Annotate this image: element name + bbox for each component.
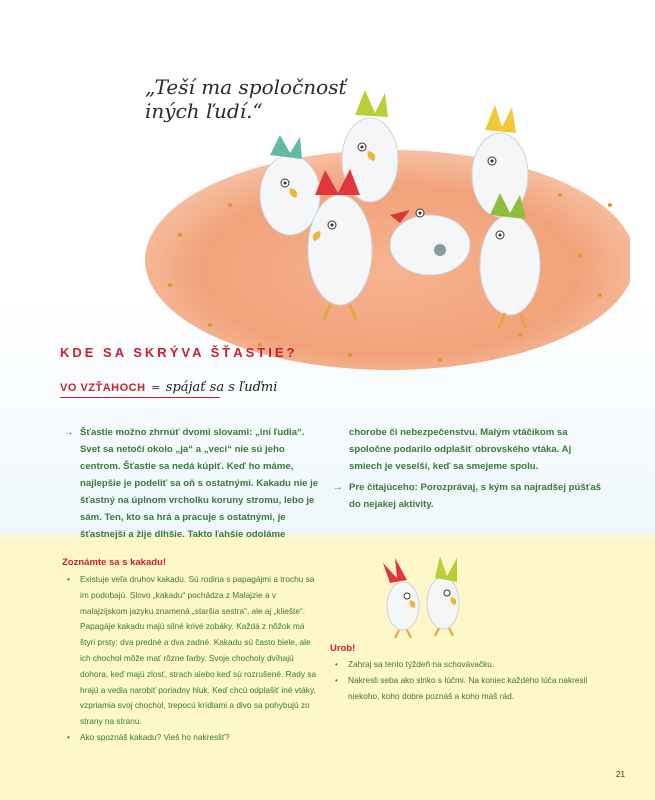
bullet-icon: • (67, 731, 70, 742)
small-bird-left (383, 558, 419, 638)
list-item (330, 673, 600, 705)
list-item-text: Zahraj sa tento týždeň na schovávačku. (348, 659, 495, 669)
list-item (62, 572, 317, 730)
section-tag: VO VZŤAHOCH (60, 382, 146, 394)
list-item-text: Ako spoznáš kakadu? Vieš ho nakresliť? (80, 731, 230, 742)
list-item-text: Existuje veľa druhov kakadu. Sú rodina s papagájmi a trochu sa im podobajú. Slovo „kakadu“ pochádza z Malajzie a v malajzijskom jazyku znamená „staršia sestra“, ale aj „kliešte“. Papagáje kakadu majú silné krivé zobáky. Každá z nôžok má štyri prsty: dva predné a dva zadné. Kakadu sú často biele, ale ich chochol môže mať rôzne farby. Svoje chocholy dvíhajú dohora, keď majú zlosť, strach alebo keď sú rozrušené. Rady sa hrajú a vedia narobiť poriadny hluk. Keď chcú odplašiť iné vtáky, vzpriamia svoj chochol, trepocú krídlami a divo sa pohybujú zo strany na stranu. (80, 574, 317, 727)
quote-line-1: „Teší ma spoločnosť (145, 75, 347, 99)
list-item-text: Nakresli seba ako slnko s lúčmi. Na koniec každého lúča nakresli niekoho, koho dobre poznáš a koho máš rád. (348, 674, 588, 701)
body-column-2 (333, 424, 603, 517)
section-underline (60, 397, 220, 398)
arrow-icon: → (333, 482, 343, 493)
body-column-1 (64, 424, 324, 547)
body-paragraph-1 (64, 424, 324, 543)
page-number: 21 (616, 770, 625, 779)
quote-line-2: iných ľudí.“ (145, 99, 263, 123)
bullet-icon: • (335, 674, 338, 685)
small-bird-right (427, 556, 459, 636)
kakadu-list (62, 572, 317, 746)
equals-sign: = (151, 381, 161, 394)
bullet-icon: • (335, 659, 338, 669)
list-item (330, 657, 600, 673)
section-heading: KDE SA SKRÝVA ŠŤASTIE? (60, 345, 298, 360)
bird-2 (260, 135, 320, 235)
urob-list (330, 657, 600, 704)
body-text-2: Pre čitajúceho: Porozprávaj, s kým sa najradšej púšťaš do nejakej aktivity. (349, 482, 602, 510)
body-text-1: Šťastie možno zhrnúť dvomi slovami: „iní ľudia“. Svet sa netočí okolo „ja“ a „veci“ nie sú jeho centrom. Šťastie sa nedá kúpiť. Keď ho máme, najlepšie je podeliť sa oň s ostatnými. Kakadu nie je šťastný na úplnom vrcholku koruny stromu, lebo je sám. Ten, kto sa hrá a pracuje s ostatnými, je šťastnejší a žije dlhšie. Takto ľahšie odoláme (80, 427, 319, 540)
list-item (62, 730, 317, 746)
bullet-icon: • (67, 574, 70, 584)
arrow-icon: → (64, 427, 74, 438)
section-subline (60, 380, 277, 395)
urob-box-title: Urob! (330, 643, 356, 654)
kakadu-box-title: Zoznámte sa s kakadu! (62, 557, 167, 568)
cockatoos-illustration (140, 85, 630, 385)
body-text-continuation: chorobe či nebezpečenstvu. Malým vtáčikom sa spoločne podarilo odplašiť obrovského vtáka. Aj smiech je veselší, keď sa smejeme spolu. (349, 427, 572, 472)
body-continuation (333, 424, 603, 475)
section-phrase: spájať sa s ľuďmi (165, 380, 278, 395)
two-cockatoos-illustration (365, 548, 485, 648)
quote (145, 75, 365, 123)
body-paragraph-2 (333, 479, 603, 513)
